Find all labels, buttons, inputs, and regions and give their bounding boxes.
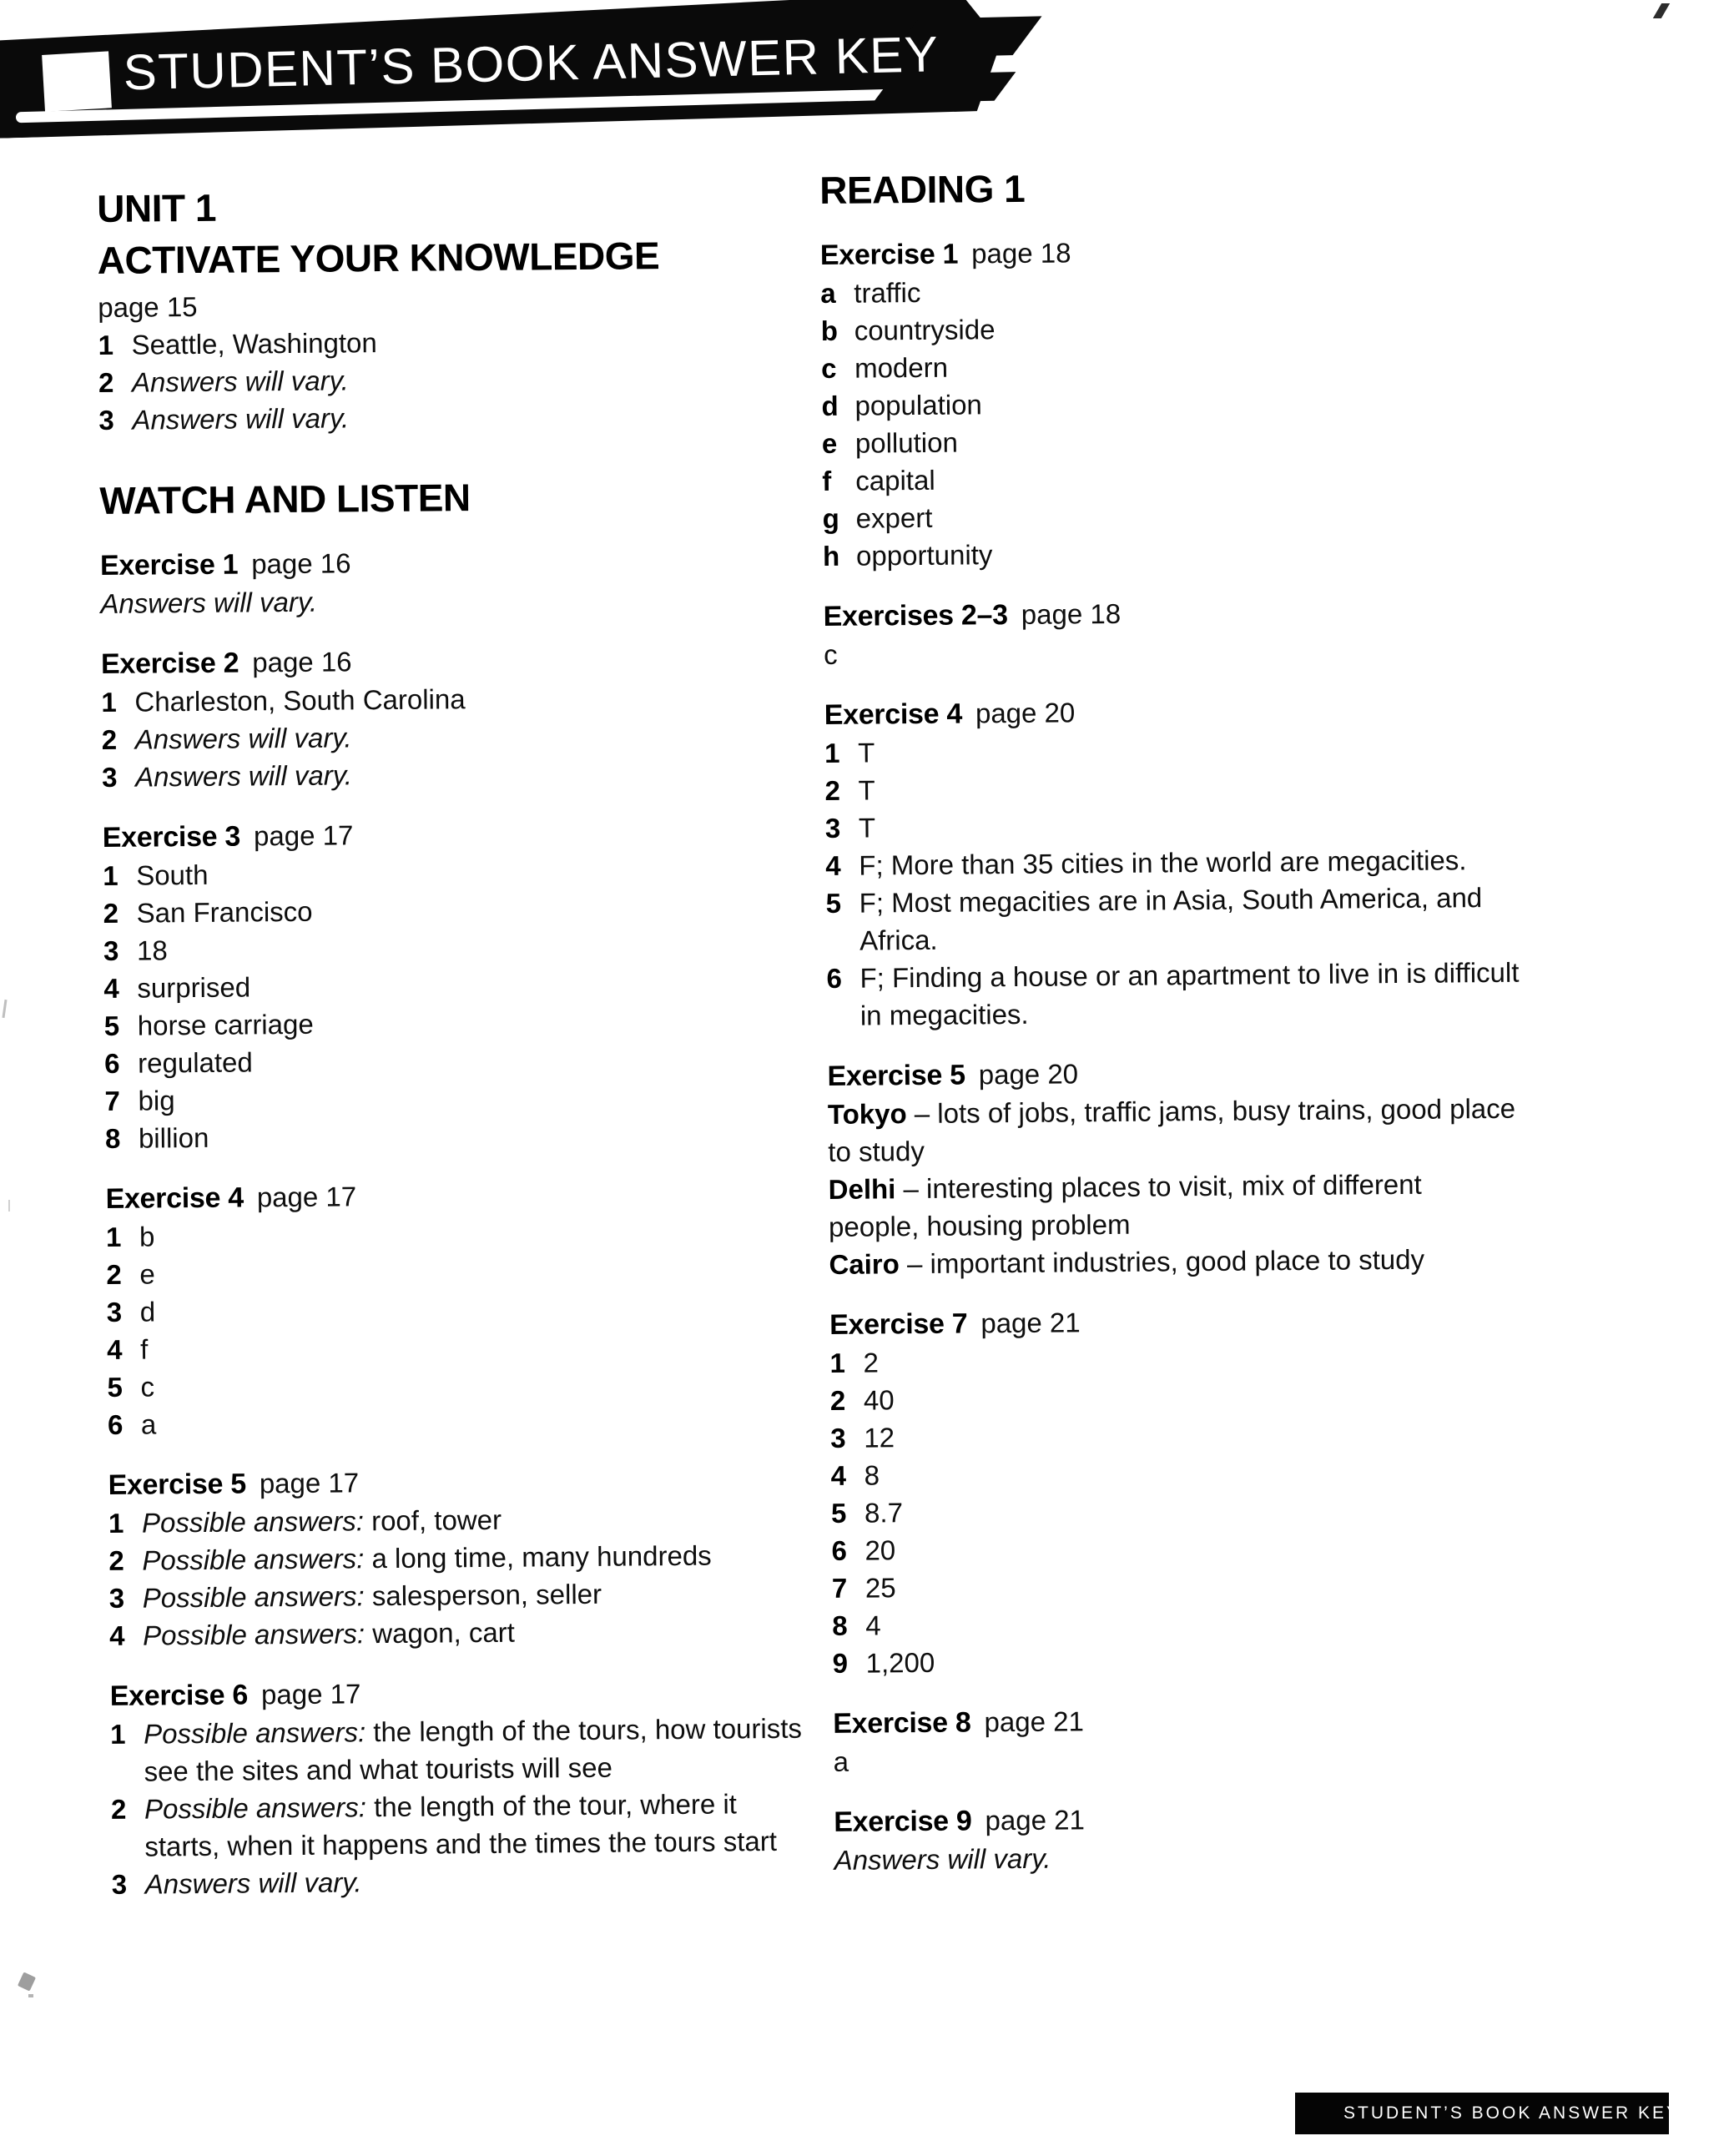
answer-paragraph [833,1736,1626,1781]
item-number: 1 [824,737,840,768]
answer-paragraph [828,1089,1621,1171]
text-segment: T [858,812,876,844]
item-number: 7 [104,1085,121,1116]
exercise-heading [829,1299,1622,1344]
answer-item [104,1000,855,1045]
item-number: 3 [102,761,118,793]
text-segment: 8.7 [864,1497,904,1529]
left-column [97,179,863,1903]
scan-artifact [2,1000,7,1018]
scan-artifact [18,1972,36,1991]
item-number: 1 [101,686,117,718]
exercise-label: Exercise 6 [109,1679,249,1712]
exercise-heading [824,591,1616,636]
text-segment: b [139,1221,155,1252]
answer-paragraph [829,1239,1621,1283]
banner [0,0,1039,150]
text-segment: F; Finding a house or an apartment to live in is difficult in megacities. [859,956,1520,1031]
exercise-label: Exercise 5 [827,1059,965,1092]
answer-item [98,320,849,364]
text-segment: – important industries, good place to study [899,1243,1425,1280]
item-number: 8 [104,1122,121,1154]
answer-item [106,1249,857,1293]
text-segment: F; Most megacities are in Asia, South America, and Africa. [859,882,1483,956]
text-segment: Possible answers: [142,1543,365,1576]
text-segment: Answers will vary. [135,759,353,793]
answer-item [103,850,854,894]
text-segment: Cairo [829,1248,900,1280]
text-segment: Charleston, South Carolina [134,683,466,718]
item-number: 9 [832,1647,849,1679]
answer-item [103,963,854,1007]
exercise-heading [108,1459,859,1504]
item-number: 3 [98,404,114,436]
exercise-label: Exercise 7 [829,1307,968,1341]
answer-item [101,677,852,721]
text-segment: surprised [137,971,251,1004]
exercise-heading [100,540,851,585]
text-segment: 12 [864,1422,895,1453]
answer-item [112,1859,863,1903]
answer-item [826,878,1620,960]
item-number: 4 [103,972,119,1004]
answer-item [98,395,849,439]
item-number: 2 [101,723,118,755]
section-heading: ACTIVATE YOUR KNOWLEDGE [97,234,660,282]
answer-item [107,1324,858,1368]
item-number: 4 [825,849,841,881]
text-segment: 25 [864,1572,896,1604]
text-segment: countryside [854,314,996,346]
text-segment: Tokyo [827,1098,907,1130]
answer-item [826,953,1620,1035]
answer-item [111,1784,863,1866]
item-number: c [820,352,837,384]
answer-item [109,1610,860,1655]
text-segment: Answers will vary. [131,365,349,398]
text-segment: regulated [138,1046,253,1079]
text-segment: Possible answers: [141,1505,365,1539]
text-segment: a [833,1745,849,1777]
text-segment: wagon, cart [364,1616,516,1650]
exercise-heading [110,1670,861,1715]
text-segment: pollution [854,426,958,459]
answer-paragraph [824,629,1616,673]
section-heading: UNIT 1 [97,185,217,230]
text-segment: Seattle, Washington [131,327,377,360]
answer-item [110,1709,862,1791]
item-number: 5 [825,887,842,919]
scan-artifact [8,1200,10,1211]
answer-item [107,1287,858,1331]
page-line: page 15 [98,290,198,323]
text-segment: billion [138,1121,209,1154]
text-segment: South [136,859,209,891]
item-number: 1 [108,1507,124,1539]
text-segment: Possible answers: [144,1716,366,1750]
answer-paragraph [100,578,851,622]
scan-artifact [28,1994,33,1997]
text-segment: Answers will vary. [834,1842,1051,1876]
item-number: 5 [103,1010,120,1041]
text-segment: salesperson, seller [364,1578,602,1612]
text-segment: capital [855,464,935,496]
answer-item [108,1399,859,1443]
footer-label: STUDENT’S BOOK ANSWER KEY [1343,2103,1681,2123]
exercise-heading [827,1050,1620,1096]
exercise-page: page 21 [985,1804,1086,1836]
item-number: 3 [108,1582,125,1614]
answer-paragraph [828,1164,1621,1246]
exercise-label: Exercise 3 [102,820,241,854]
item-number: 4 [109,1620,125,1651]
exercise-page: page 16 [251,547,351,580]
text-segment: F; More than 35 cities in the world are megacities. [859,844,1467,881]
text-segment: Possible answers: [144,1791,367,1825]
exercise-heading [820,229,1613,275]
item-number: 7 [831,1572,848,1604]
scan-artifact [1653,3,1670,18]
item-number: 2 [106,1258,122,1290]
exercise-label: Exercise 8 [833,1706,971,1740]
item-number: g [822,502,840,534]
item-number: 2 [824,774,841,806]
item-number: 2 [829,1384,846,1416]
exercise-page: page 20 [978,1058,1079,1091]
footer-bar [1295,2093,1734,2134]
item-number: 4 [830,1459,847,1491]
exercise-page: page 18 [971,237,1071,270]
exercise-page: page 18 [1021,597,1122,630]
text-segment: Possible answers: [143,1618,365,1651]
answer-paragraph [834,1835,1627,1879]
item-number: 5 [830,1497,847,1529]
text-segment: 20 [864,1534,896,1566]
text-segment: a long time, many hundreds [364,1539,712,1574]
exercise-heading [103,812,854,857]
exercise-label: Exercise 4 [824,698,963,731]
text-segment: horse carriage [137,1008,314,1041]
exercise-page: page 17 [253,819,354,852]
exercise-page: page 17 [260,1678,361,1710]
text-segment: T [857,737,875,768]
item-number: 3 [103,934,119,966]
answer-item [102,752,853,796]
item-number: 3 [111,1868,128,1900]
text-segment: Delhi [828,1173,896,1205]
section-heading: READING 1 [819,166,1026,212]
answer-item [108,1535,859,1579]
text-segment: 8 [864,1459,880,1491]
text-segment: San Francisco [136,895,313,929]
text-segment: Answers will vary. [144,1866,362,1900]
answer-item [104,1038,855,1082]
exercise-page: page 17 [259,1467,360,1499]
text-segment: 4 [865,1609,881,1641]
item-number: 6 [831,1534,847,1566]
text-segment: c [140,1371,155,1403]
text-segment: opportunity [855,539,993,572]
exercise-label: Exercise 1 [99,548,239,582]
exercise-page: page 21 [984,1705,1084,1738]
item-number: 2 [103,897,119,929]
section-heading: WATCH AND LISTEN [99,476,471,522]
text-segment: d [139,1296,156,1327]
answer-item [105,1113,856,1157]
item-number: 8 [832,1609,848,1641]
text-segment: Answers will vary. [100,586,318,619]
answer-item [108,1498,859,1542]
text-segment: expert [855,501,933,534]
item-number: 3 [830,1422,846,1453]
answer-item [109,1573,860,1617]
footer-page-number: 17 [1712,2102,1734,2124]
item-number: 1 [103,859,118,891]
text-segment: roof, tower [363,1504,502,1537]
banner-square-icon [42,51,112,111]
item-number: 3 [824,812,841,844]
item-number: 6 [104,1047,120,1079]
text-segment: Answers will vary. [134,722,352,755]
answer-item [98,357,849,401]
item-number: 4 [107,1333,123,1365]
item-number: d [821,390,839,421]
item-number: b [820,315,839,346]
exercise-page: page 16 [252,646,352,678]
exercise-page: page 20 [975,697,1076,729]
text-segment: T [858,774,875,806]
answer-item [103,888,854,932]
exercise-label: Exercises 2–3 [823,599,1008,632]
exercise-label: Exercise 1 [819,238,959,271]
item-number: h [822,540,840,572]
text-segment: – lots of jobs, traffic jams, busy trains, good place to study [828,1092,1516,1167]
exercise-heading [833,1698,1626,1743]
text-segment: Answers will vary. [132,402,350,436]
text-segment: e [139,1258,155,1290]
exercise-page: page 21 [980,1307,1081,1339]
right-column [819,160,1627,1879]
text-segment: 18 [136,934,168,966]
exercise-heading [101,638,852,683]
exercise-label: Exercise 5 [108,1468,247,1501]
item-number: 1 [110,1718,126,1750]
text-segment: c [823,638,838,670]
text-segment: a [140,1408,157,1440]
banner-title: STUDENT’S BOOK ANSWER KEY [123,26,940,101]
text-segment: the length of the tours, how tourists see the sites and what tourists will see [144,1712,803,1787]
text-segment: 40 [863,1384,895,1416]
exercise-label: Exercise 4 [105,1181,244,1215]
text-segment: traffic [854,276,921,309]
item-number: f [822,465,832,496]
text-segment: 1,200 [865,1646,935,1679]
item-number: 3 [106,1296,123,1327]
text-segment: – interesting places to visit, mix of different people, housing problem [828,1168,1422,1242]
text-segment: Possible answers: [142,1580,365,1614]
text-segment: population [854,389,982,421]
item-number: e [821,427,838,459]
item-number: 1 [105,1221,122,1252]
item-number: a [820,277,836,309]
item-number: 2 [98,366,114,398]
item-number: 1 [98,329,114,360]
exercise-heading [105,1173,856,1218]
text-segment: big [138,1085,175,1116]
item-number: 6 [826,962,843,994]
item-number: 2 [110,1793,127,1825]
answer-item [102,714,853,758]
answer-item [104,1075,855,1120]
text-segment: the length of the tour, where it starts, when it happens and the times the tours start [144,1788,778,1862]
answer-item [103,925,854,970]
item-number: 2 [108,1544,124,1576]
answer-item [106,1211,857,1256]
exercise-heading [824,689,1617,734]
text-segment: 2 [863,1347,880,1378]
exercise-page: page 17 [256,1181,357,1213]
exercise-heading [834,1796,1626,1841]
item-number: 5 [107,1371,123,1403]
exercise-label: Exercise 9 [834,1805,972,1838]
answer-item [832,1638,1625,1682]
answer-item [107,1362,858,1406]
text-segment: modern [854,351,949,384]
item-number: 6 [107,1408,123,1440]
answer-item [823,531,1616,575]
item-number: 1 [829,1347,846,1378]
exercise-label: Exercise 2 [100,647,239,680]
text-segment: f [140,1333,149,1365]
